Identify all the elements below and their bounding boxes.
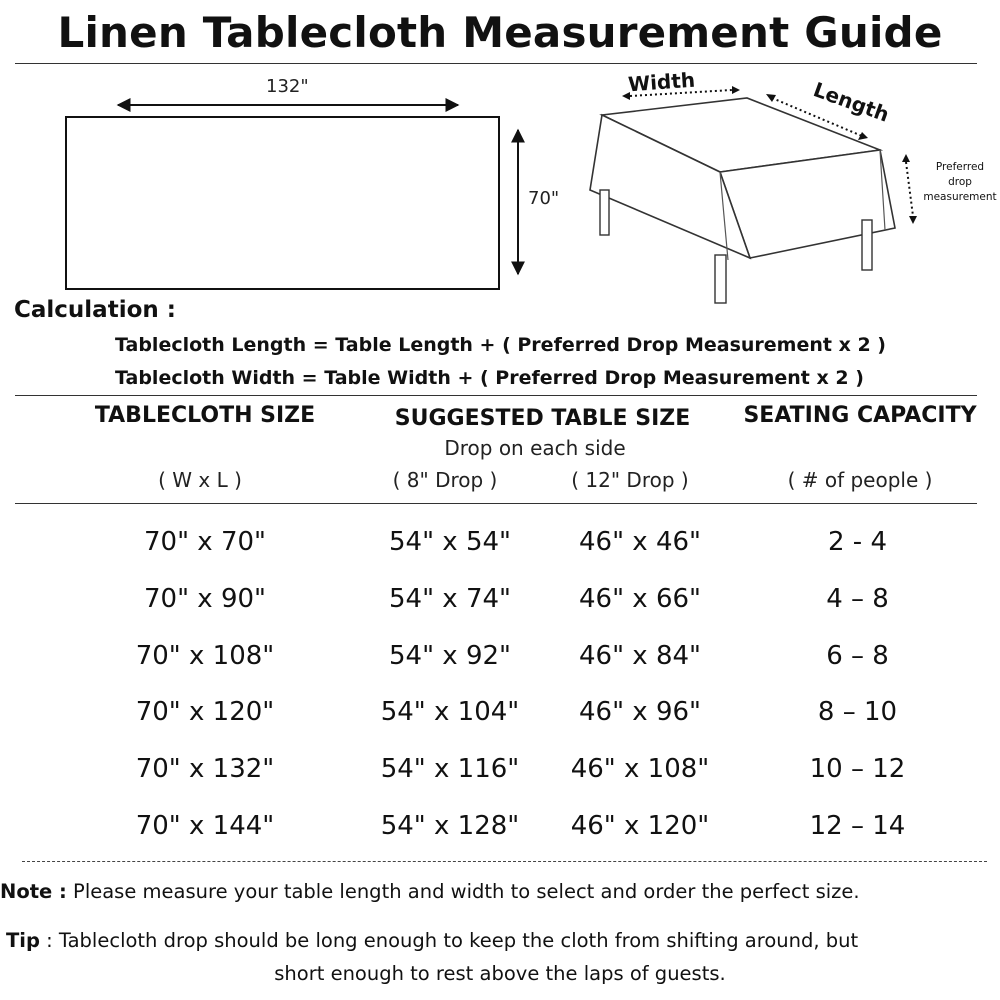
subheader-12-drop: ( 12" Drop ) (571, 468, 689, 492)
cell-drop8: 54" x 54" (388, 527, 511, 557)
table-width-label: Width (627, 67, 696, 97)
drop-label-line3: measurement (923, 191, 997, 203)
subheader-8-drop: ( 8" Drop ) (392, 468, 498, 492)
table-row (0, 754, 1000, 790)
preferred-drop-label (920, 160, 1000, 205)
cell-seating: 12 – 14 (809, 811, 906, 841)
subheader-size-unit: ( W x L ) (158, 468, 242, 492)
table-row (0, 697, 1000, 733)
table-row (0, 527, 1000, 563)
cell-drop12: 46" x 96" (578, 697, 701, 727)
cell-drop12: 46" x 120" (570, 811, 710, 841)
header-suggested-table-size: SUGGESTED TABLE SIZE (394, 406, 691, 431)
cell-drop8: 54" x 104" (380, 697, 520, 727)
cell-size: 70" x 132" (135, 754, 275, 784)
cell-seating: 8 – 10 (817, 697, 898, 727)
cell-drop8: 54" x 74" (388, 584, 511, 614)
header-divider (15, 503, 977, 504)
cell-drop8: 54" x 128" (380, 811, 520, 841)
note-body: Please measure your table length and width to select and order the perfect size. (66, 880, 860, 903)
subheader-people: ( # of people ) (787, 468, 933, 492)
page-title: Linen Tablecloth Measurement Guide (57, 8, 943, 57)
table-row (0, 641, 1000, 677)
cell-drop8: 54" x 92" (388, 641, 511, 671)
tip-line2: short enough to rest above the laps of guests. (274, 962, 726, 985)
cell-drop12: 46" x 84" (578, 641, 701, 671)
subheader-drop-each-side: Drop on each side (444, 436, 626, 460)
table-length-label: Length (810, 77, 893, 127)
width-formula: Tablecloth Width = Table Width + ( Preferred Drop Measurement x 2 ) (115, 367, 864, 389)
header-seating-capacity: SEATING CAPACITY (743, 403, 977, 428)
tip-label: Tip (6, 929, 40, 952)
drop-label-line2: drop (948, 176, 972, 188)
calculation-divider (15, 395, 977, 396)
tip-line1: : Tablecloth drop should be long enough to keep the cloth from shifting around, but (39, 929, 859, 952)
drop-label-line1: Preferred (935, 161, 985, 173)
calculation-heading: Calculation : (14, 297, 176, 323)
dashed-divider (22, 861, 987, 862)
length-formula: Tablecloth Length = Table Length + ( Preferred Drop Measurement x 2 ) (115, 334, 886, 356)
table-row (0, 811, 1000, 847)
note-text (0, 880, 1000, 903)
header-tablecloth-size: TABLECLOTH SIZE (94, 403, 316, 428)
tablecloth-rectangle-diagram (65, 116, 500, 290)
cell-seating: 2 - 4 (828, 527, 887, 557)
cell-seating: 4 – 8 (826, 584, 889, 614)
tip-text (0, 924, 1000, 990)
cell-size: 70" x 144" (135, 811, 275, 841)
width-dimension-label: 70" (528, 188, 560, 209)
cell-drop8: 54" x 116" (380, 754, 520, 784)
cell-seating: 10 – 12 (809, 754, 906, 784)
cell-size: 70" x 90" (143, 584, 266, 614)
note-label: Note : (0, 880, 67, 903)
cell-size: 70" x 120" (135, 697, 275, 727)
cell-drop12: 46" x 66" (578, 584, 701, 614)
cell-drop12: 46" x 108" (570, 754, 710, 784)
cell-size: 70" x 108" (135, 641, 275, 671)
length-dimension-label: 132" (266, 76, 309, 97)
cell-seating: 6 – 8 (826, 641, 889, 671)
table-row (0, 584, 1000, 620)
cell-drop12: 46" x 46" (578, 527, 701, 557)
cell-size: 70" x 70" (143, 527, 266, 557)
